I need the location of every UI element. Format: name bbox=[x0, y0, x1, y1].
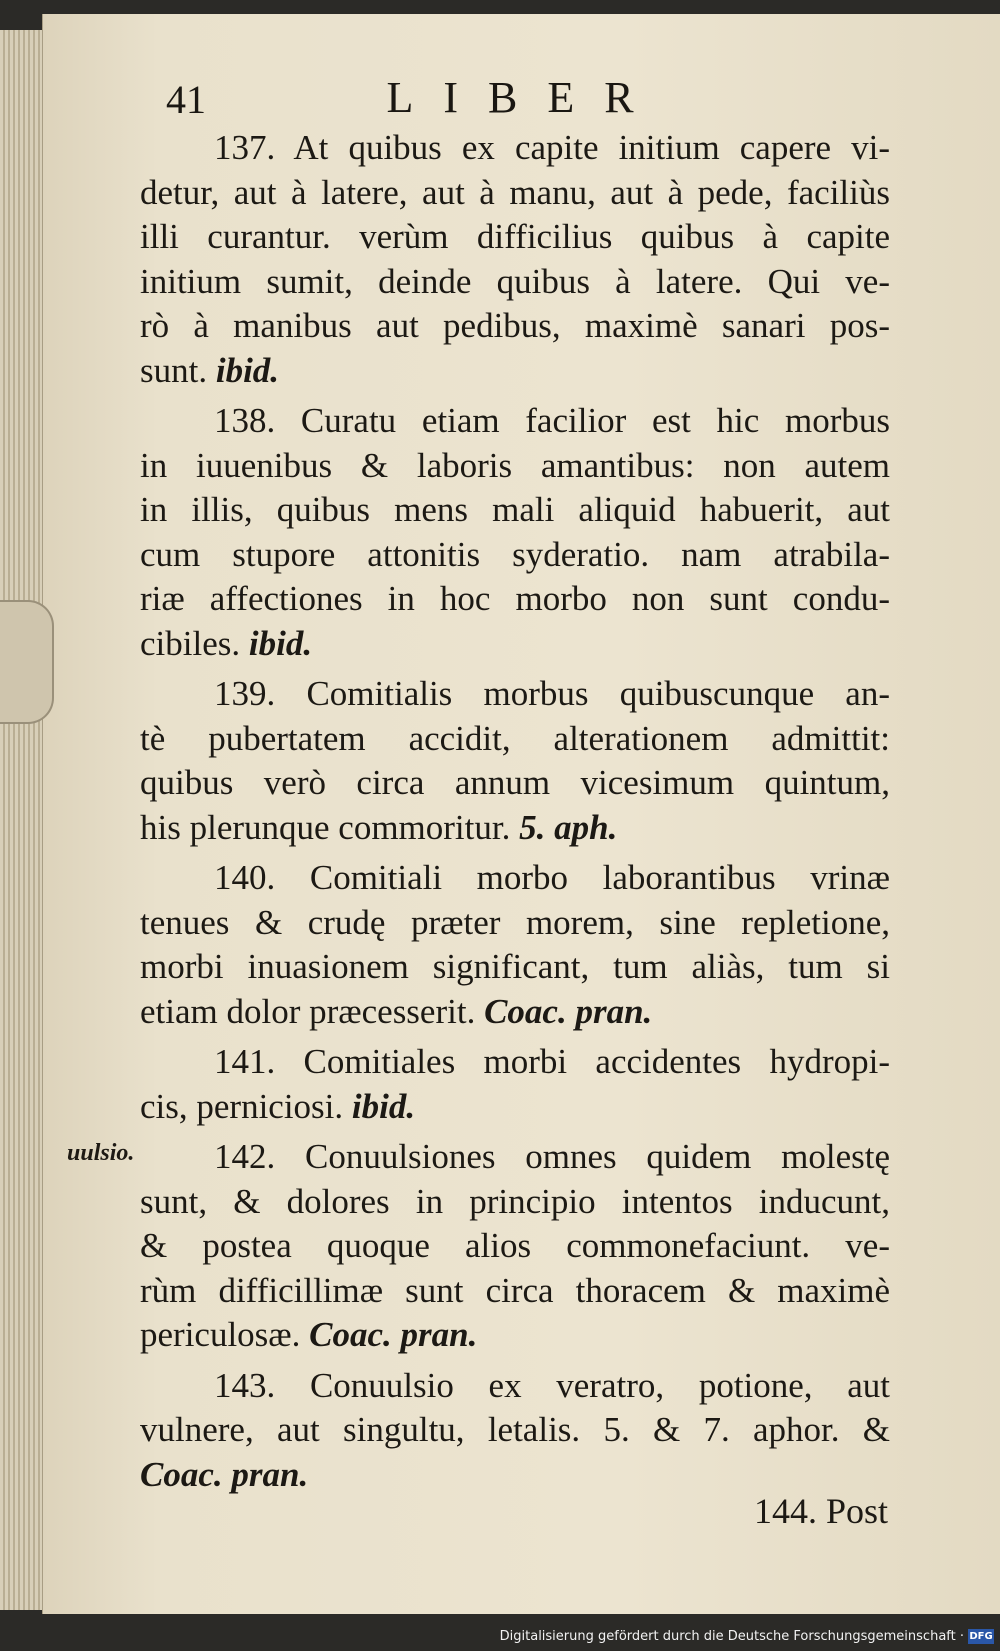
text-line: 143. Conuulsio ex veratro, potione, aut bbox=[214, 1365, 890, 1405]
line-text: cis, perniciosi. bbox=[140, 1086, 344, 1126]
text-line: 138. Curatu etiam facilior est hic morbus bbox=[214, 401, 890, 440]
source-reference: ibid. bbox=[351, 1086, 416, 1126]
book-clasp bbox=[0, 600, 54, 724]
text-line: in illis, quibus mens mali aliquid habuerit, aut bbox=[140, 490, 890, 529]
text-line: in iuuenibus & laboris amantibus: non autem bbox=[140, 445, 890, 485]
line-text: cibiles. bbox=[140, 623, 241, 663]
page-number: 41 bbox=[166, 77, 206, 122]
text-line bbox=[140, 1085, 890, 1130]
source-reference: Coac. pran. bbox=[309, 1315, 478, 1354]
text-line: rò à manibus aut pedibus, maximè sanari pos- bbox=[140, 306, 890, 345]
text-line: morbi inuasionem significant, tum aliàs, tum si bbox=[140, 947, 890, 986]
text-line: 137. At quibus ex capite initium capere vi- bbox=[214, 128, 890, 167]
text-line bbox=[140, 349, 890, 394]
text-line: 139. Comitialis morbus quibuscunque an- bbox=[214, 674, 890, 713]
running-head bbox=[120, 73, 900, 132]
aphorism-entry bbox=[140, 126, 890, 393]
source-reference: ibid. bbox=[215, 350, 280, 390]
source-reference: ibid. bbox=[248, 623, 313, 663]
text-line: 142. Conuulsiones omnes quidem molestę bbox=[214, 1137, 890, 1176]
aphorism-entry bbox=[140, 1040, 890, 1129]
body-text bbox=[140, 126, 890, 1503]
source-reference: Coac. pran. bbox=[140, 1454, 309, 1494]
text-line bbox=[140, 622, 890, 667]
catchword: 144. Post bbox=[753, 1491, 888, 1531]
margin-note: uulsio. bbox=[67, 1140, 135, 1166]
line-text: etiam dolor præcesserit. bbox=[140, 991, 476, 1031]
text-line: 140. Comitiali morbo laborantibus vrinæ bbox=[214, 858, 890, 897]
text-line: 141. Comitiales morbi accidentes hydropi- bbox=[214, 1042, 890, 1081]
text-line: tè pubertatem accidit, alterationem admittit: bbox=[140, 718, 890, 758]
dfg-credit: Digitalisierung gefördert durch die Deutsche Forschungsgemeinschaft · bbox=[499, 1629, 964, 1644]
text-line: quibus verò circa annum vicesimum quintum, bbox=[140, 763, 890, 802]
text-line: rùm difficillimæ sunt circa thoracem & maximè bbox=[140, 1270, 890, 1310]
text-line: detur, aut à latere, aut à manu, aut à pede, faciliùs bbox=[140, 172, 890, 212]
text-line: & postea quoque alios commonefaciunt. ve- bbox=[140, 1226, 890, 1265]
text-line bbox=[140, 806, 890, 851]
aphorism-entry bbox=[140, 399, 890, 666]
aphorism-entry bbox=[140, 856, 890, 1034]
source-reference: 5. aph. bbox=[519, 807, 618, 847]
aphorism-entry bbox=[140, 1364, 890, 1498]
text-line: tenues & crudę præter morem, sine repletione, bbox=[140, 902, 890, 942]
aphorism-entry bbox=[140, 672, 890, 850]
text-line: cum stupore attonitis syderatio. nam atrabila- bbox=[140, 534, 890, 574]
text-line bbox=[140, 990, 890, 1035]
text-line: illi curantur. verùm difficilius quibus à capite bbox=[140, 217, 890, 256]
text-line: sunt, & dolores in principio intentos inducunt, bbox=[140, 1181, 890, 1221]
running-title: LIBER bbox=[386, 73, 664, 122]
line-text: his plerunque commoritur. bbox=[140, 807, 511, 847]
source-reference: Coac. pran. bbox=[484, 991, 653, 1031]
line-text: sunt. bbox=[140, 350, 208, 390]
text-line: vulnere, aut singultu, letalis. 5. & 7. aphor. & bbox=[140, 1410, 890, 1449]
aphorism-entry bbox=[140, 1135, 890, 1358]
text-line: riæ affectiones in hoc morbo non sunt condu- bbox=[140, 579, 890, 618]
text-line bbox=[140, 1313, 890, 1358]
footer-bar bbox=[0, 1621, 1000, 1651]
line-text: periculosæ. bbox=[140, 1315, 301, 1354]
dfg-logo: DFG bbox=[969, 1631, 993, 1642]
text-line: initium sumit, deinde quibus à latere. Qui ve- bbox=[140, 261, 890, 301]
